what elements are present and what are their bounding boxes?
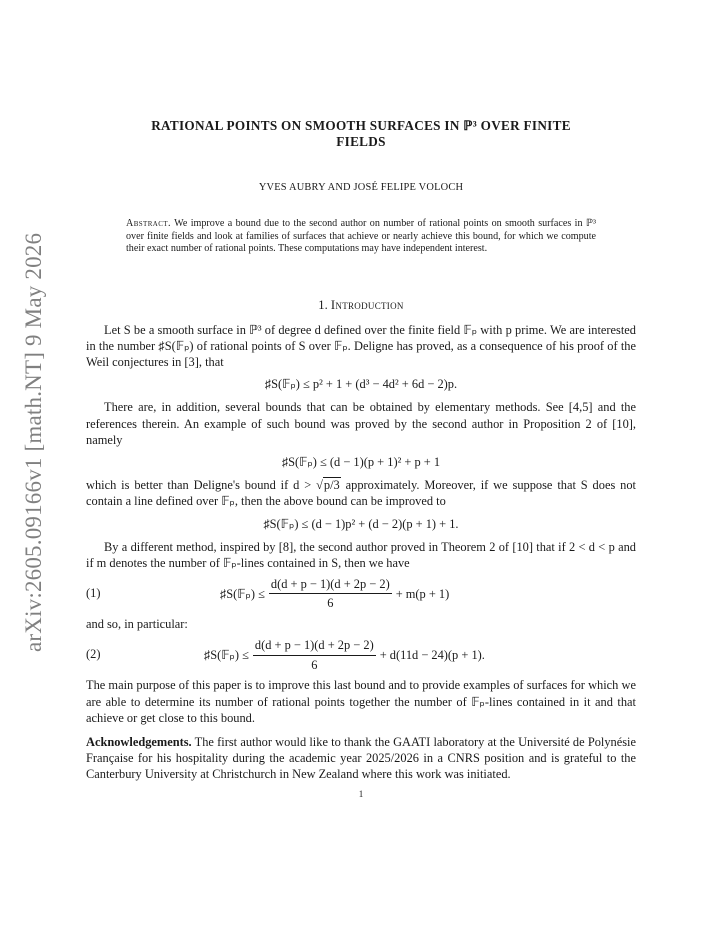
equation-1-lhs: ♯S(𝔽ₚ) ≤	[220, 586, 265, 601]
equation-1-rhs: + m(p + 1)	[395, 586, 450, 601]
section-number: 1.	[318, 298, 328, 313]
equation-1-denominator: 6	[327, 596, 334, 611]
page-number: 1	[358, 788, 364, 799]
abstract-text: We improve a bound due to the second author on number of rational points on smooth surfaces in ℙ³ over finite fields and look at families of surfaces that achieve or nearly achieve this bound, for which we compute their exact number of rational points. These computations may have independent interest.	[126, 218, 596, 255]
equation-2-fraction	[253, 637, 376, 672]
paper-page	[86, 118, 636, 802]
equation-2-label: (2)	[86, 647, 101, 662]
equation-2-rhs: + d(11d − 24)(p + 1).	[379, 648, 485, 663]
paragraph-5: and so, in particular:	[86, 617, 188, 632]
paragraph-3: which is better than Deligne's bound if d > √p/3 approximately. Moreover, if we suppose that S does not contain a line defined over 𝔽ₚ, then the above bound can be improved to	[86, 478, 636, 509]
section-heading	[86, 297, 636, 313]
paper-title: RATIONAL POINTS ON SMOOTH SURFACES IN ℙ³ OVER FINITE FIELDS	[151, 118, 571, 149]
equation-1-numerator: d(d + p − 1)(d + 2p − 2)	[269, 576, 392, 594]
equation-2-numerator: d(d + p − 1)(d + 2p − 2)	[253, 637, 376, 655]
paragraph-1: Let S be a smooth surface in ℙ³ of degree d defined over the finite field 𝔽ₚ with p prime. We are interested in the number ♯S(𝔽ₚ) of rational points of S over 𝔽ₚ. Deligne has proved, as a consequence of his proof of the Weil conjectures in [3], that	[86, 322, 636, 370]
arxiv-identifier: arXiv:2605.09166v1 [math.NT] 9 May 2026	[21, 232, 46, 652]
equation-voloch: ♯S(𝔽ₚ) ≤ (d − 1)(p + 1)² + p + 1	[281, 455, 441, 470]
paragraph-3-end: approximately. Moreover, if we suppose that S does not contain a line defined over 𝔽ₚ, then the above bound can be improved to	[86, 478, 636, 509]
acknowledgements-text: The first author would like to thank the GAATI laboratory at the Université de Polynésie Française for his hospitality during the academic year 2025/2026 in a CNRS position and is grateful to the Canterbury University at Christchurch in New Zealand where this work was initiated.	[86, 735, 637, 782]
equation-1-fraction	[269, 576, 392, 611]
sqrt-term: p/3	[323, 478, 340, 493]
equation-2-denominator: 6	[311, 657, 318, 672]
equation-deligne: ♯S(𝔽ₚ) ≤ p² + 1 + (d³ − 4d² + 6d − 2)p.	[264, 377, 458, 392]
equation-1-label: (1)	[86, 586, 101, 601]
paragraph-3-start: which is better than Deligne's bound if d >	[86, 478, 317, 493]
equation-2-lhs: ♯S(𝔽ₚ) ≤	[204, 648, 249, 663]
paragraph-4: By a different method, inspired by [8], the second author proved in Theorem 2 of [10] that if 2 < d < p and if m denotes the number of 𝔽ₚ-lines contained in S, then we have	[86, 539, 636, 571]
paragraph-2: There are, in addition, several bounds that can be obtained by elementary methods. See [4,5] and the references therein. An example of such bound was proved by the second author in Proposition 2 of [10], namely	[86, 400, 636, 447]
abstract-label: Abstract.	[126, 218, 171, 230]
paper-authors: YVES AUBRY AND JOSÉ FELIPE VOLOCH	[258, 182, 464, 193]
equation-no-line: ♯S(𝔽ₚ) ≤ (d − 1)p² + (d − 2)(p + 1) + 1.	[263, 516, 459, 531]
acknowledgements	[86, 734, 636, 783]
abstract	[126, 218, 596, 255]
equation-1	[86, 576, 636, 610]
paragraph-6: The main purpose of this paper is to improve this last bound and to provide examples of surfaces for which we are able to determine its number of rational points together the number of 𝔽ₚ-lines contained in it and that achieve or get close to this bound.	[86, 678, 636, 725]
equation-2	[86, 637, 636, 671]
acknowledgements-label: Acknowledgements.	[86, 735, 192, 750]
section-title: Introduction	[330, 298, 404, 313]
